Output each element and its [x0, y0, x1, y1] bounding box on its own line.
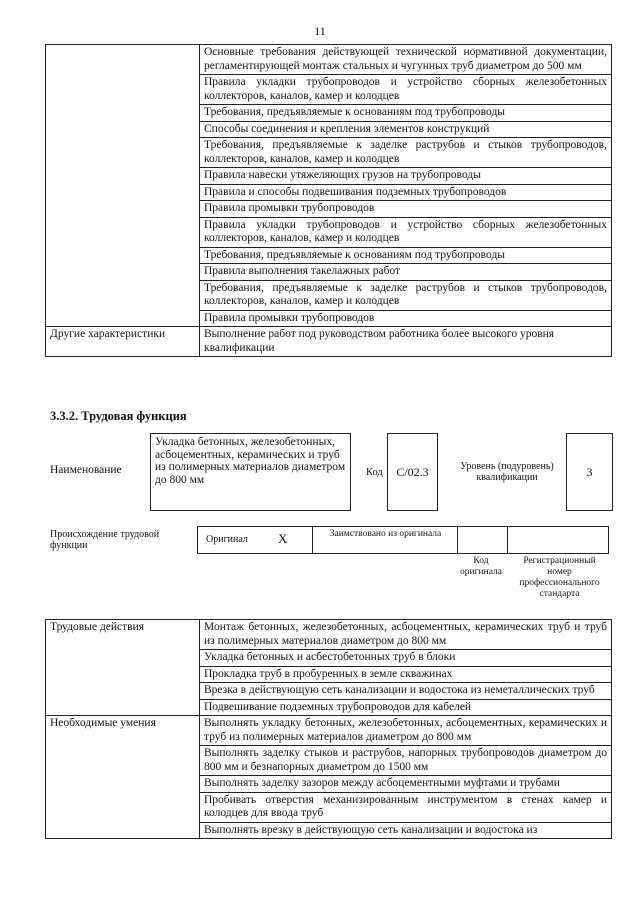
reg-number-cell [508, 527, 608, 553]
knowledge-item: Способы соединения и крепления элементов конструкций [200, 121, 612, 138]
labor-function-table [45, 619, 612, 839]
level-value: 3 [586, 464, 593, 479]
knowledge-item: Требования, предъявляемые к основаниям под трубопроводы [200, 247, 612, 264]
borrowed-label: Заимствовано из оригинала [329, 529, 442, 539]
name-box [150, 433, 351, 511]
level-box [566, 433, 613, 511]
code-value: С/02.3 [396, 464, 429, 479]
origin-row [197, 526, 609, 554]
knowledge-item: Требования, предъявляемые к основаниям под трубопроводы [200, 105, 612, 122]
action-item: Укладка бетонных и асбестобетонных труб в блоки [200, 650, 612, 667]
knowledge-item: Правила выполнения такелажных работ [200, 264, 612, 281]
knowledge-item: Требования, предъявляемые к заделке раструбов и стыков трубопроводов, коллекторов, каналов, камер и колодцев [200, 280, 612, 310]
knowledge-label-cell [46, 45, 200, 327]
knowledge-item: Основные требования действующей технической нормативной документации, регламентирующей монтаж стальных и чугунных труб диаметром до 500 мм [200, 45, 612, 75]
skill-item: Выполнять заделку стыков и раструбов, напорных трубопроводов диаметром до 800 мм и безнапорных диаметром до 1500 мм [200, 746, 612, 776]
requirements-table [45, 44, 612, 357]
skills-label: Необходимые умения [46, 716, 200, 839]
knowledge-item: Правила промывки трубопроводов [200, 310, 612, 327]
borrowed-cell [313, 527, 458, 553]
skill-item: Пробивать отверстия механизированным инструментом в стенах камер и колодцев для ввода труб [200, 792, 612, 822]
section-title: 3.3.2. Трудовая функция [50, 409, 187, 423]
code-box [387, 433, 438, 511]
action-item: Прокладка труб в пробуренных в земле скважинах [200, 666, 612, 683]
original-cell [198, 527, 313, 553]
actions-label: Трудовые действия [46, 620, 200, 716]
skill-item: Выполнять заделку зазоров между асбоцементными муфтами и трубами [200, 776, 612, 793]
code-original-cell [458, 527, 508, 553]
skill-item: Выполнять врезку в действующую сеть канализации и водостока из [200, 822, 612, 839]
knowledge-item: Правила укладки трубопроводов и устройство сборных железобетонных коллекторов, каналов, камер и колодцев [200, 75, 612, 105]
knowledge-item: Правила укладки трубопроводов и устройство сборных железобетонных коллекторов, каналов, камер и колодцев [200, 217, 612, 247]
origin-label: Происхождение трудовой функции [50, 529, 160, 551]
action-item: Подвешивание подземных трубопроводов для кабелей [200, 699, 612, 716]
reg-number-caption: Регистрационный номер профессионального стандарта [519, 556, 600, 599]
knowledge-item: Требования, предъявляемые к заделке раструбов и стыков трубопроводов, коллекторов, каналов, камер и колодцев [200, 138, 612, 168]
name-value: Укладка бетонных, железобетонных, асбоцементных, керамических и труб из полимерных материалов диаметром до 800 мм [155, 436, 346, 486]
level-label: Уровень (подуровень) квалификации [460, 461, 554, 483]
code-original-caption: Код оригинала [460, 556, 502, 577]
original-mark: X [278, 531, 288, 546]
original-label: Оригинал [206, 534, 248, 545]
knowledge-item: Правила и способы подвешивания подземных трубопроводов [200, 184, 612, 201]
code-label: Код [366, 467, 383, 478]
action-item: Монтаж бетонных, железобетонных, асбоцементных, керамических труб и труб из полимерных материалов диаметром до 800 мм [200, 620, 612, 650]
page-number: 11 [314, 24, 326, 38]
action-item: Врезка в действующую сеть канализации и водостока из неметаллических труб [200, 683, 612, 700]
knowledge-item: Правила навески утяжеляющих грузов на трубопроводы [200, 168, 612, 185]
name-label: Наименование [50, 464, 122, 476]
knowledge-item: Правила промывки трубопроводов [200, 201, 612, 218]
other-characteristics-value: Выполнение работ под руководством работника более высокого уровня квалификации [200, 327, 612, 357]
other-characteristics-label: Другие характеристики [46, 327, 200, 357]
skill-item: Выполнять укладку бетонных, железобетонных, асбоцементных, керамических и труб из полимерных материалов диаметром до 800 мм [200, 716, 612, 746]
